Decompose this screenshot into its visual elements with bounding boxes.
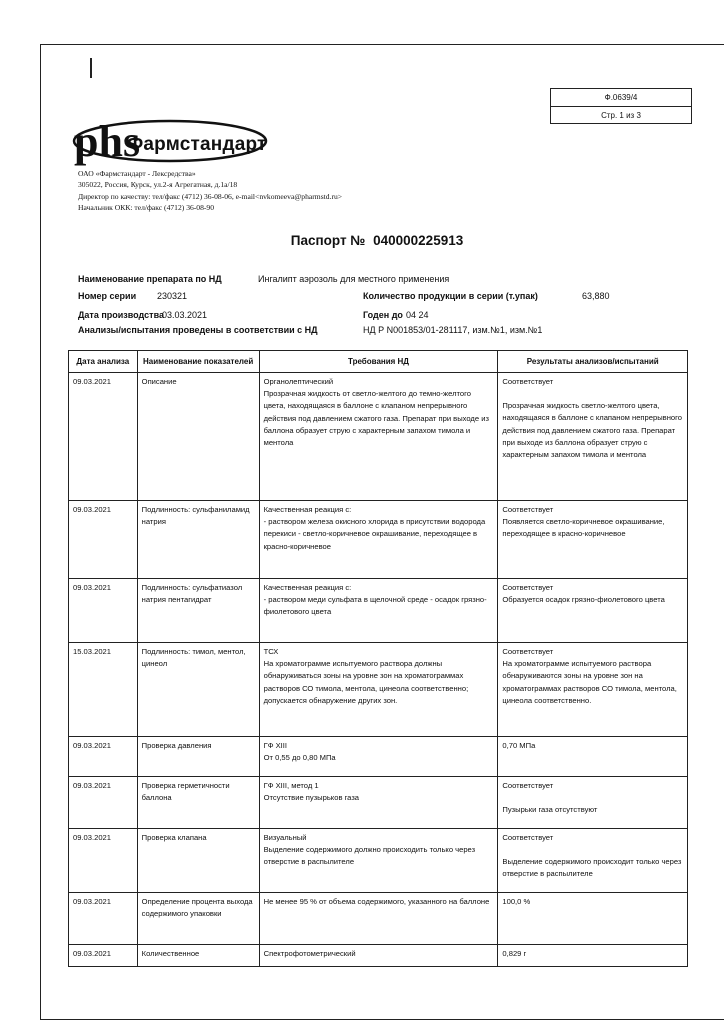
form-code-box <box>550 88 692 124</box>
passport-number: 040000225913 <box>373 233 464 248</box>
col-header-date: Дата анализа <box>69 351 138 373</box>
series-value: 230321 <box>157 291 188 301</box>
table-row <box>69 373 688 501</box>
company-line: Директор по качеству: тел/факс (4712) 36-08-06, e-mail<nvkomeeva@pharmstd.ru> <box>78 191 343 201</box>
cell-requirements <box>259 737 498 777</box>
page-counter: Стр. 1 из 3 <box>601 111 641 120</box>
drug-value: Ингалипт аэрозоль для местного применения <box>258 274 450 284</box>
valid-until-label: Годен до <box>363 310 403 320</box>
cell-name: Описание <box>137 373 259 501</box>
cell-requirements: Не менее 95 % от объема содержимого, указанного на баллоне <box>259 893 498 945</box>
req-text: - раствором железа окисного хлорида в присутствии водорода перекиси - светло-коричневое окрашивание, переходящее в красно-коричневое <box>263 517 486 551</box>
page-border-bottom <box>40 1019 724 1020</box>
res-head: 0,70 МПа <box>502 741 536 750</box>
production-date-label: Дата производства <box>78 310 164 320</box>
req-head: ГФ XIII, метод 1 <box>263 781 319 790</box>
company-info <box>78 168 342 214</box>
req-text: От 0,55 до 0,80 МПа <box>263 753 336 763</box>
analysis-standard-value: НД Р N001853/01-281117, изм.№1, изм.№1 <box>363 325 543 335</box>
req-head: ТСХ <box>263 647 279 656</box>
cell-requirements <box>259 643 498 737</box>
results-table <box>68 350 688 967</box>
quantity-label: Количество продукции в серии (т.упак) <box>363 291 538 301</box>
cell-requirements: Спектрофотометрический <box>259 945 498 967</box>
req-head: Качественная реакция с: <box>263 505 352 514</box>
res-head: Соответствует <box>502 583 554 592</box>
req-head: Качественная реакция с: <box>263 583 352 592</box>
req-text: На хроматограмме испытуемого раствора должны обнаруживаться зоны на уровне зон на хроматограммах растворов СО тимола, ментола, цинеола соответственно; допускается обнаружение других зон. <box>263 659 469 705</box>
logo-name: Фармстандарт <box>127 134 267 155</box>
form-code: Ф.0639/4 <box>551 89 691 107</box>
page-border-top <box>40 44 724 45</box>
cell-requirements <box>259 829 498 893</box>
res-head: Соответствует <box>502 833 554 842</box>
res-text: Появляется светло-коричневое окрашивание, переходящее в красно-коричневое <box>502 517 665 539</box>
cell-date: 15.03.2021 <box>69 643 138 737</box>
cell-requirements <box>259 777 498 829</box>
cell-date: 09.03.2021 <box>69 737 138 777</box>
req-text: Отсутствие пузырьков газа <box>263 793 360 803</box>
cell-result: 100,0 % <box>498 893 688 945</box>
passport-label: Паспорт № <box>290 233 366 248</box>
cell-result <box>498 501 688 579</box>
table-row <box>69 737 688 777</box>
cell-result <box>498 373 688 501</box>
cell-requirements <box>259 501 498 579</box>
company-line: 305022, Россия, Курск, ул.2-я Агрегатная, д.1а/18 <box>78 180 238 190</box>
table-row <box>69 829 688 893</box>
analysis-standard-label: Анализы/испытания проведены в соответствии с НД <box>78 325 318 335</box>
page-border-left <box>40 44 41 1020</box>
cell-name: Определение процента выхода содержимого упаковки <box>137 893 259 945</box>
res-text: Образуется осадок грязно-фиолетового цвета <box>502 595 665 605</box>
series-label: Номер серии <box>78 291 137 301</box>
production-date-value: 03.03.2021 <box>162 310 208 320</box>
cell-date: 09.03.2021 <box>69 829 138 893</box>
req-head: Органолептический <box>263 377 334 386</box>
cell-name: Проверка давления <box>137 737 259 777</box>
cell-date: 09.03.2021 <box>69 945 138 967</box>
scan-mark <box>90 58 92 78</box>
logo-mark: phs <box>74 117 141 166</box>
cell-result <box>498 643 688 737</box>
cell-result: 0,829 г <box>498 945 688 967</box>
req-text: Прозрачная жидкость от светло-желтого до темно-желтого цвета, находящаяся в баллоне с клапаном непрерывного действия под давлением сжатого газа. Препарат при выходе из баллона образует струю с характерным запахом тимола и ментола <box>263 389 489 448</box>
req-text: Выделение содержимого должно происходить только через отверстие в распылителе <box>263 845 476 867</box>
cell-name: Проверка клапана <box>137 829 259 893</box>
cell-date: 09.03.2021 <box>69 777 138 829</box>
valid-until-value: 04 24 <box>406 310 429 320</box>
company-line: ОАО «Фармстандарт - Лексредства» <box>78 169 196 178</box>
cell-result <box>498 777 688 829</box>
table-row <box>69 501 688 579</box>
req-text: - раствором меди сульфата в щелочной среде - осадок грязно-фиолетового цвета <box>263 595 487 617</box>
cell-name: Подлинность: сульфаниламид натрия <box>137 501 259 579</box>
cell-name: Проверка герметичности баллона <box>137 777 259 829</box>
col-header-name: Наименование показателей <box>137 351 259 373</box>
cell-date: 09.03.2021 <box>69 579 138 643</box>
res-text: На хроматограмме испытуемого раствора обнаруживаются зоны на уровне зон на хроматограммах растворов СО тимола, ментола, цинеола соответственно. <box>502 659 677 705</box>
drug-label: Наименование препарата по НД <box>78 274 222 284</box>
table-row <box>69 893 688 945</box>
res-head: Соответствует <box>502 781 554 790</box>
passport-title <box>0 233 724 248</box>
col-header-requirements: Требования НД <box>259 351 498 373</box>
company-line: Начальник ОКК: тел/факс (4712) 36-08-90 <box>78 203 215 213</box>
res-text: Пузырьки газа отсутствуют <box>502 805 598 815</box>
cell-name: Подлинность: тимол, ментол, цинеол <box>137 643 259 737</box>
cell-requirements <box>259 373 498 501</box>
cell-date: 09.03.2021 <box>69 373 138 501</box>
res-head: Соответствует <box>502 505 554 514</box>
col-header-results: Результаты анализов/испытаний <box>498 351 688 373</box>
cell-result <box>498 737 688 777</box>
cell-date: 09.03.2021 <box>69 893 138 945</box>
res-text: Выделение содержимого происходит только через отверстие в распылителе <box>502 857 682 879</box>
req-head: Визуальный <box>263 833 307 842</box>
res-head: Соответствует <box>502 647 554 656</box>
cell-requirements <box>259 579 498 643</box>
res-text: Прозрачная жидкость светло-желтого цвета, находящаяся в баллоне с клапаном непрерывного действия под давлением сжатого газа. Препарат при выходе из баллона образует струю с характерным запахом тимола и ментола <box>502 401 682 460</box>
cell-name: Количественное <box>137 945 259 967</box>
cell-result <box>498 829 688 893</box>
table-row <box>69 777 688 829</box>
quantity-value: 63,880 <box>582 291 610 301</box>
res-head: Соответствует <box>502 377 554 386</box>
cell-name: Подлинность: сульфатиазол натрия пентагидрат <box>137 579 259 643</box>
cell-result <box>498 579 688 643</box>
table-header-row <box>69 351 688 373</box>
cell-date: 09.03.2021 <box>69 501 138 579</box>
table-row <box>69 579 688 643</box>
req-head: ГФ XIII <box>263 741 287 750</box>
table-row <box>69 945 688 967</box>
table-row <box>69 643 688 737</box>
